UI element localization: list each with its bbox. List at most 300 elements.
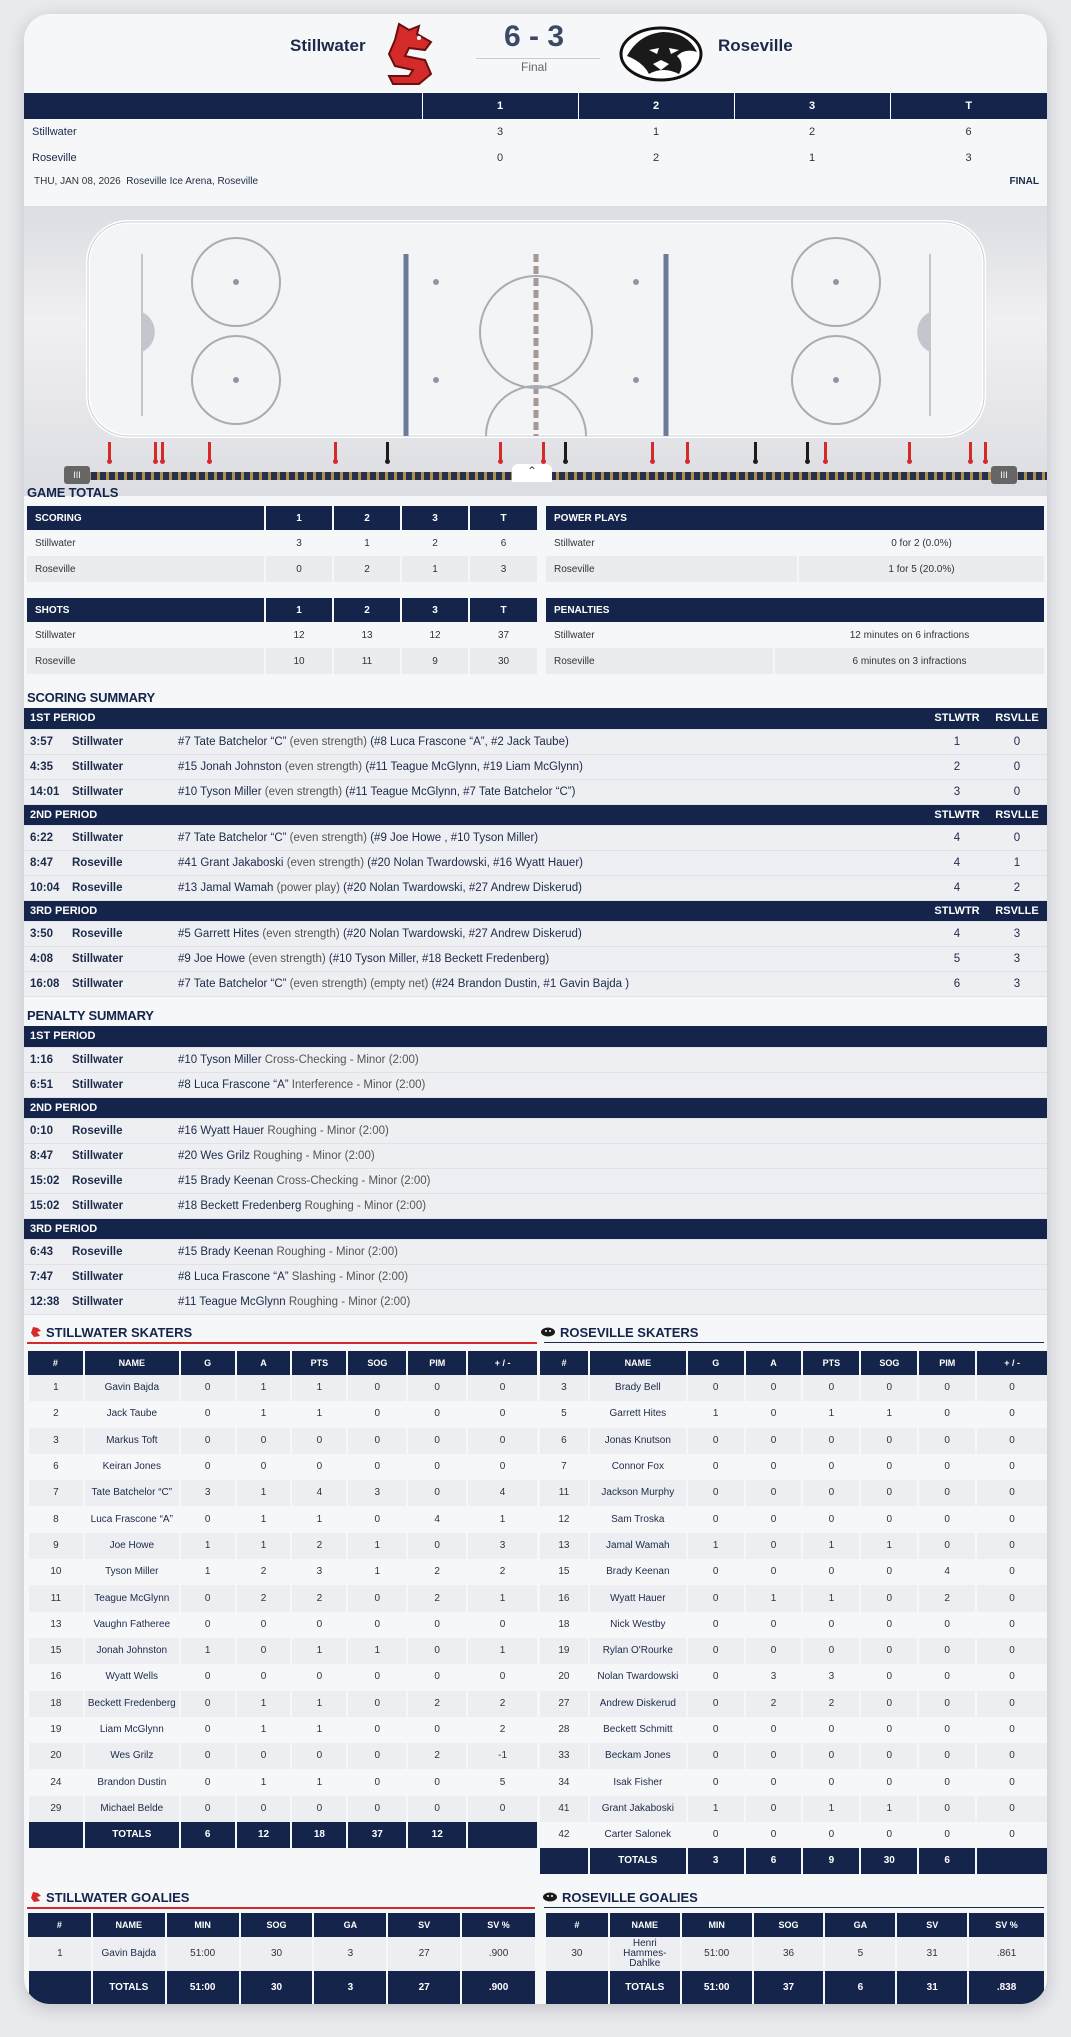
event-flag[interactable] xyxy=(686,442,689,460)
col-header: SOG xyxy=(240,1913,314,1937)
stat-cell: 0 xyxy=(687,1769,745,1795)
stat-cell: 0 xyxy=(687,1559,745,1585)
stat-cell: 0 xyxy=(802,1638,860,1664)
running-score: 4 xyxy=(927,921,987,946)
stat-cell: 1 xyxy=(860,1401,918,1427)
timeline-start-handle[interactable]: III xyxy=(64,466,90,484)
stat-cell: 0 xyxy=(180,1717,236,1743)
stat-cell: 0 xyxy=(467,1664,537,1690)
stat-cell: 0 xyxy=(745,1401,803,1427)
roseville-goalies-table xyxy=(544,1913,1044,2004)
penalty-row xyxy=(24,1289,1047,1314)
stat-cell: 1 xyxy=(28,1937,92,1971)
stat-cell: 0 xyxy=(802,1454,860,1480)
goal-scorer[interactable]: #13 Jamal Wamah xyxy=(178,881,274,894)
player-name[interactable]: Wes Grilz xyxy=(84,1743,180,1769)
stat-cell: 0 xyxy=(291,1743,347,1769)
stat-cell: 0 xyxy=(236,1612,292,1638)
totals-cell xyxy=(976,1848,1047,1874)
player-name[interactable]: Jack Taube xyxy=(84,1401,180,1427)
event-flag[interactable] xyxy=(754,442,757,460)
penalty-team: Stillwater xyxy=(68,1289,178,1314)
table-header: PENALTIES xyxy=(546,598,1044,622)
roseville-mini-logo-icon xyxy=(542,1892,558,1902)
totals-cell xyxy=(467,1822,537,1848)
event-flag[interactable] xyxy=(542,442,545,460)
stat-cell: 0 xyxy=(467,1428,537,1454)
col-header: MIN xyxy=(681,1913,753,1937)
skater-row xyxy=(539,1533,1047,1559)
stat-cell: 4 xyxy=(918,1559,976,1585)
goalie-row xyxy=(28,1937,535,1971)
player-name[interactable]: Gavin Bajda xyxy=(84,1375,180,1401)
goal-scorer[interactable]: #9 Joe Howe xyxy=(178,952,246,965)
goal-row xyxy=(24,825,1047,850)
stat-cell: 1 xyxy=(687,1533,745,1559)
col-header: STLWTR xyxy=(927,708,987,729)
goal-type: (even strength) xyxy=(289,735,368,748)
penalty-time: 6:51 xyxy=(24,1072,68,1097)
stat-cell: 0 xyxy=(407,1769,467,1795)
player-name[interactable]: Garrett Hites xyxy=(589,1401,687,1427)
penalty-player[interactable]: #15 Brady Keenan xyxy=(178,1245,274,1258)
skater-row xyxy=(28,1664,537,1690)
period-header: 1ST PERIOD xyxy=(24,708,927,729)
event-flag[interactable] xyxy=(386,442,389,460)
stat-cell: 0 xyxy=(802,1428,860,1454)
event-flag[interactable] xyxy=(334,442,337,460)
stat-cell: 0 xyxy=(347,1506,407,1532)
penalty-player[interactable]: #20 Wes Grilz xyxy=(178,1149,251,1162)
skater-row xyxy=(28,1612,537,1638)
penalty-summary-title: PENALTY SUMMARY xyxy=(27,1008,154,1023)
stat-cell: 0 xyxy=(860,1638,918,1664)
skater-row xyxy=(539,1585,1047,1611)
penalty-team: Roseville xyxy=(68,1239,178,1264)
player-name[interactable]: Joe Howe xyxy=(84,1533,180,1559)
player-name[interactable]: Tate Batchelor “C” xyxy=(84,1480,180,1506)
stat-cell: 11 xyxy=(28,1585,84,1611)
player-name[interactable]: Jonah Johnston xyxy=(84,1638,180,1664)
penalty-time: 0:10 xyxy=(24,1118,68,1143)
goal-team: Stillwater xyxy=(68,825,178,850)
stat-cell: 0 xyxy=(860,1769,918,1795)
totals-cell: 51:00 xyxy=(681,1971,753,2004)
stat-cell: 0 xyxy=(802,1743,860,1769)
stat-cell: 0 xyxy=(347,1428,407,1454)
player-name[interactable]: Connor Fox xyxy=(589,1454,687,1480)
stat-cell: 13 xyxy=(539,1533,589,1559)
roseville-skaters-table xyxy=(538,1351,1047,1874)
player-name[interactable]: Vaughn Fatheree xyxy=(84,1612,180,1638)
stat-cell: 1 xyxy=(467,1585,537,1611)
section-divider xyxy=(27,1342,537,1344)
stat-cell: 2 xyxy=(236,1559,292,1585)
player-name[interactable]: Michael Belde xyxy=(84,1796,180,1822)
table-header: T xyxy=(469,506,537,530)
stat-cell: 1 xyxy=(236,1401,292,1427)
totals-cell: 9 xyxy=(802,1848,860,1874)
cell: 0 for 2 (0.0%) xyxy=(798,530,1044,556)
roseville-logo-icon xyxy=(619,26,703,82)
chevron-up-icon[interactable]: ⌃ xyxy=(512,464,552,482)
stat-cell: 0 xyxy=(291,1664,347,1690)
stat-cell: 0 xyxy=(860,1717,918,1743)
skater-row xyxy=(539,1743,1047,1769)
goal-team: Stillwater xyxy=(68,946,178,971)
skater-row xyxy=(28,1638,537,1664)
goal-time: 6:22 xyxy=(24,825,68,850)
stat-cell: 8 xyxy=(28,1506,84,1532)
stat-cell: 20 xyxy=(28,1743,84,1769)
stat-cell: 0 xyxy=(236,1796,292,1822)
stat-cell: 51:00 xyxy=(166,1937,240,1971)
goal-scorer[interactable]: #15 Jonah Johnston xyxy=(178,760,282,773)
stat-cell: 0 xyxy=(918,1638,976,1664)
player-name[interactable]: Sam Troska xyxy=(589,1506,687,1532)
event-flag[interactable] xyxy=(969,442,972,460)
player-name[interactable]: Jackson Murphy xyxy=(589,1480,687,1506)
player-name[interactable]: Beckett Fredenberg xyxy=(84,1691,180,1717)
goal-assists[interactable]: (#9 Joe Howe , #10 Tyson Miller) xyxy=(370,831,539,844)
goal-row xyxy=(24,946,1047,971)
goal-assists[interactable]: (#11 Teague McGlynn, #7 Tate Batchelor “C”) xyxy=(345,785,576,798)
stat-cell: 0 xyxy=(976,1822,1047,1848)
period-header: 1ST PERIOD xyxy=(24,1026,1047,1047)
penalties-totals-table xyxy=(546,598,1044,674)
away-team-name[interactable]: Roseville xyxy=(718,36,793,55)
team-cell: Roseville xyxy=(546,556,798,582)
game-header xyxy=(24,14,1047,94)
penalty-player[interactable]: #11 Teague McGlynn xyxy=(178,1295,286,1308)
col-header: STLWTR xyxy=(927,804,987,825)
event-flag[interactable] xyxy=(154,442,157,460)
cell: 6 xyxy=(469,530,537,556)
stat-cell: 0 xyxy=(976,1480,1047,1506)
penalty-player[interactable]: #8 Luca Frascone “A” xyxy=(178,1270,289,1283)
stat-cell: 0 xyxy=(467,1401,537,1427)
player-name[interactable]: Jamal Wamah xyxy=(589,1533,687,1559)
totals-cell: 6 xyxy=(745,1848,803,1874)
running-score: 1 xyxy=(927,729,987,754)
col-header: STLWTR xyxy=(927,900,987,921)
stat-cell: 3 xyxy=(291,1559,347,1585)
goal-scorer[interactable]: #41 Grant Jakaboski xyxy=(178,856,284,869)
goal-time: 3:50 xyxy=(24,921,68,946)
player-name[interactable]: Brandon Dustin xyxy=(84,1769,180,1795)
penalty-row xyxy=(24,1143,1047,1168)
player-name[interactable]: Wyatt Hauer xyxy=(589,1585,687,1611)
player-name[interactable]: Grant Jakaboski xyxy=(589,1796,687,1822)
skater-row xyxy=(28,1691,537,1717)
cell: 2 xyxy=(333,556,401,582)
event-flag[interactable] xyxy=(208,442,211,460)
goal-assists[interactable]: (#20 Nolan Twardowski, #27 Andrew Diskerud) xyxy=(343,881,582,894)
stat-cell: 3 xyxy=(313,1937,387,1971)
stat-cell: 0 xyxy=(347,1664,407,1690)
cell: 37 xyxy=(469,622,537,648)
col-header: SOG xyxy=(347,1351,407,1375)
game-venue[interactable]: Roseville Ice Arena, Roseville xyxy=(126,176,259,187)
linescore-cell: 1 xyxy=(652,126,660,138)
goal-row xyxy=(24,850,1047,875)
player-name[interactable]: Markus Toft xyxy=(84,1428,180,1454)
penalty-time: 7:47 xyxy=(24,1264,68,1289)
goal-type: (even strength) xyxy=(286,856,365,869)
stat-cell: 7 xyxy=(28,1480,84,1506)
stat-cell: 16 xyxy=(539,1585,589,1611)
skater-row xyxy=(539,1796,1047,1822)
stat-cell: 0 xyxy=(918,1375,976,1401)
player-name[interactable]: Gavin Bajda xyxy=(92,1937,166,1971)
stat-cell: 4 xyxy=(407,1506,467,1532)
stat-cell: 0 xyxy=(180,1506,236,1532)
stat-cell: 1 xyxy=(291,1638,347,1664)
stat-cell: 0 xyxy=(236,1428,292,1454)
roseville-skaters-title: ROSEVILLE SKATERS xyxy=(560,1325,699,1340)
penalty-team: Roseville xyxy=(68,1118,178,1143)
stat-cell: 3 xyxy=(539,1375,589,1401)
table-header: SHOTS xyxy=(27,598,265,622)
team-cell: Stillwater xyxy=(554,537,595,549)
running-score: 5 xyxy=(927,946,987,971)
skater-row xyxy=(28,1401,537,1427)
stat-cell: 0 xyxy=(745,1796,803,1822)
goal-team: Stillwater xyxy=(68,779,178,804)
cell: 11 xyxy=(333,648,401,674)
goal-team: Stillwater xyxy=(68,971,178,996)
player-name[interactable]: Nolan Twardowski xyxy=(589,1664,687,1690)
stat-cell: 0 xyxy=(687,1664,745,1690)
player-name[interactable]: Rylan O'Rourke xyxy=(589,1638,687,1664)
goal-scorer[interactable]: #5 Garrett Hites xyxy=(178,927,260,940)
goal-type: (even strength) xyxy=(284,760,363,773)
stat-cell: 0 xyxy=(180,1585,236,1611)
event-flag[interactable] xyxy=(108,442,111,460)
stat-cell: 1 xyxy=(291,1506,347,1532)
penalty-player[interactable]: #15 Brady Keenan xyxy=(178,1174,274,1187)
goal-scorer[interactable]: #7 Tate Batchelor “C” xyxy=(178,735,287,748)
running-score: 1 xyxy=(987,850,1047,875)
player-name[interactable]: Beckett Schmitt xyxy=(589,1717,687,1743)
goal-scorer[interactable]: #10 Tyson Miller xyxy=(178,785,262,798)
team-cell: Stillwater xyxy=(554,629,595,641)
player-name[interactable]: Wyatt Wells xyxy=(84,1664,180,1690)
totals-row xyxy=(545,1971,1044,2004)
stat-cell: 6 xyxy=(28,1454,84,1480)
stat-cell: 18 xyxy=(28,1691,84,1717)
penalty-player[interactable]: #10 Tyson Miller xyxy=(178,1053,262,1066)
stat-cell: 36 xyxy=(753,1937,825,1971)
table-header: 3 xyxy=(401,598,469,622)
cell: 0 xyxy=(265,556,333,582)
period-header: 3RD PERIOD xyxy=(24,1218,1047,1239)
stat-cell: 9 xyxy=(28,1533,84,1559)
stat-cell: 0 xyxy=(467,1612,537,1638)
penalty-desc: Roughing - Minor (2:00) xyxy=(304,1199,427,1212)
goal-team: Stillwater xyxy=(68,754,178,779)
stat-cell: 16 xyxy=(28,1664,84,1690)
skater-row xyxy=(28,1585,537,1611)
stillwater-goalies-table xyxy=(27,1913,535,2004)
player-name[interactable]: Carter Salonek xyxy=(589,1822,687,1848)
goal-assists[interactable]: (#10 Tyson Miller, #18 Beckett Fredenberg) xyxy=(328,952,550,965)
period-header: 3RD PERIOD xyxy=(24,900,927,921)
stat-cell: 0 xyxy=(407,1664,467,1690)
goal-assists[interactable]: (#20 Nolan Twardowski, #16 Wyatt Hauer) xyxy=(367,856,583,869)
running-score: 3 xyxy=(987,921,1047,946)
goal-scorer[interactable]: #7 Tate Batchelor “C” xyxy=(178,977,287,990)
stat-cell: 0 xyxy=(918,1796,976,1822)
penalty-row xyxy=(24,1118,1047,1143)
skater-row xyxy=(539,1612,1047,1638)
player-name[interactable]: Luca Frascone “A” xyxy=(84,1506,180,1532)
linescore-col: 2 xyxy=(578,93,734,119)
goal-assists[interactable]: (#20 Nolan Twardowski, #27 Andrew Diskerud) xyxy=(342,927,582,940)
stat-cell: 0 xyxy=(236,1743,292,1769)
stat-cell: 0 xyxy=(180,1691,236,1717)
stat-cell: 1 xyxy=(860,1796,918,1822)
home-team-name[interactable]: Stillwater xyxy=(290,36,366,55)
stat-cell: 0 xyxy=(918,1454,976,1480)
event-flag[interactable] xyxy=(651,442,654,460)
player-name[interactable]: Isak Fisher xyxy=(589,1769,687,1795)
timeline-end-handle[interactable]: III xyxy=(991,466,1017,484)
linescore-team[interactable]: Stillwater xyxy=(32,126,77,138)
stat-cell: 6 xyxy=(539,1428,589,1454)
goal-time: 4:08 xyxy=(24,946,68,971)
linescore-team[interactable]: Roseville xyxy=(32,152,77,164)
player-name[interactable]: Teague McGlynn xyxy=(84,1585,180,1611)
running-score: 0 xyxy=(987,779,1047,804)
stat-cell: .900 xyxy=(461,1937,535,1971)
skater-row xyxy=(539,1375,1047,1401)
linescore-cell: 3 xyxy=(965,152,972,164)
skater-row xyxy=(28,1559,537,1585)
event-flag[interactable] xyxy=(824,442,827,460)
stat-cell: 42 xyxy=(539,1822,589,1848)
player-name[interactable]: Brady Bell xyxy=(589,1375,687,1401)
col-header: GA xyxy=(824,1913,896,1937)
stat-cell: 29 xyxy=(28,1796,84,1822)
goal-team: Roseville xyxy=(68,875,178,900)
stat-cell: 2 xyxy=(291,1533,347,1559)
player-name[interactable]: Keiran Jones xyxy=(84,1454,180,1480)
player-name[interactable]: Andrew Diskerud xyxy=(589,1691,687,1717)
stat-cell: 3 xyxy=(745,1664,803,1690)
stat-cell: 1 xyxy=(802,1401,860,1427)
player-name[interactable]: Brady Keenan xyxy=(589,1559,687,1585)
goal-assists[interactable]: (#24 Brandon Dustin, #1 Gavin Bajda ) xyxy=(431,977,630,990)
event-flag[interactable] xyxy=(908,442,911,460)
stat-cell: 0 xyxy=(918,1612,976,1638)
penalty-summary-table xyxy=(24,1026,1047,1315)
running-score: 2 xyxy=(927,754,987,779)
table-header: POWER PLAYS xyxy=(546,506,1044,530)
penalty-player[interactable]: #18 Beckett Fredenberg xyxy=(178,1199,302,1212)
running-score: 2 xyxy=(987,875,1047,900)
goal-scorer[interactable]: #7 Tate Batchelor “C” xyxy=(178,831,287,844)
col-header: PIM xyxy=(918,1351,976,1375)
stat-cell: 0 xyxy=(976,1796,1047,1822)
penalty-desc: Cross-Checking - Minor (2:00) xyxy=(276,1174,431,1187)
skater-row xyxy=(539,1401,1047,1427)
period-header: 2ND PERIOD xyxy=(24,804,927,825)
stat-cell: 0 xyxy=(918,1743,976,1769)
penalty-player[interactable]: #16 Wyatt Hauer xyxy=(178,1124,265,1137)
totals-cell: TOTALS xyxy=(609,1971,681,2004)
stat-cell: 1 xyxy=(802,1585,860,1611)
skater-row xyxy=(28,1375,537,1401)
stat-cell: 3 xyxy=(347,1480,407,1506)
event-flag[interactable] xyxy=(984,442,987,460)
stat-cell: 2 xyxy=(467,1717,537,1743)
player-name[interactable]: Beckam Jones xyxy=(589,1743,687,1769)
scoring-summary-table xyxy=(24,708,1047,997)
stat-cell: 15 xyxy=(28,1638,84,1664)
skater-row xyxy=(539,1480,1047,1506)
player-name[interactable]: Tyson Miller xyxy=(84,1559,180,1585)
stat-cell: 0 xyxy=(407,1454,467,1480)
event-flag[interactable] xyxy=(564,442,567,460)
stillwater-logo-icon xyxy=(379,20,445,88)
player-name[interactable]: Nick Westby xyxy=(589,1612,687,1638)
linescore-cell: 0 xyxy=(496,152,504,164)
col-header: PTS xyxy=(802,1351,860,1375)
goal-assists[interactable]: (#8 Luca Frascone “A”, #2 Jack Taube) xyxy=(370,735,569,748)
stat-cell: 27 xyxy=(387,1937,461,1971)
stat-cell: 2 xyxy=(918,1585,976,1611)
totals-cell: .900 xyxy=(461,1971,535,2004)
section-divider xyxy=(544,1907,1044,1908)
event-flag[interactable] xyxy=(499,442,502,460)
totals-cell: 12 xyxy=(236,1822,292,1848)
stat-cell: 1 xyxy=(347,1533,407,1559)
running-score: 3 xyxy=(987,971,1047,996)
goal-row xyxy=(24,754,1047,779)
player-name[interactable]: Liam McGlynn xyxy=(84,1717,180,1743)
stat-cell: 0 xyxy=(976,1717,1047,1743)
penalty-row xyxy=(24,1264,1047,1289)
stillwater-mini-logo-icon xyxy=(30,1326,42,1338)
stat-cell: 0 xyxy=(347,1585,407,1611)
goal-type: (even strength) xyxy=(264,785,343,798)
penalty-row xyxy=(24,1168,1047,1193)
stat-cell: 51:00 xyxy=(681,1937,753,1971)
totals-cell: .838 xyxy=(968,1971,1044,2004)
skater-row xyxy=(28,1428,537,1454)
stat-cell: 0 xyxy=(687,1691,745,1717)
stat-cell: 0 xyxy=(802,1559,860,1585)
stillwater-goalies-title: STILLWATER GOALIES xyxy=(46,1890,190,1905)
totals-row xyxy=(539,1848,1047,1874)
col-header: G xyxy=(687,1351,745,1375)
event-flag[interactable] xyxy=(161,442,164,460)
player-name[interactable]: Jonas Knutson xyxy=(589,1428,687,1454)
stat-cell: 27 xyxy=(539,1691,589,1717)
timeline-track[interactable] xyxy=(64,472,1047,480)
running-score: 3 xyxy=(987,946,1047,971)
totals-row xyxy=(28,1971,535,2004)
penalty-player[interactable]: #8 Luca Frascone “A” xyxy=(178,1078,289,1091)
event-flag[interactable] xyxy=(806,442,809,460)
col-header: SV % xyxy=(968,1913,1044,1937)
col-header: SV xyxy=(387,1913,461,1937)
stat-cell: 31 xyxy=(896,1937,968,1971)
goal-assists[interactable]: (#11 Teague McGlynn, #19 Liam McGlynn) xyxy=(365,760,583,773)
player-name[interactable]: Henri Hammes-Dahlke xyxy=(609,1937,681,1971)
stat-cell: 1 xyxy=(180,1533,236,1559)
